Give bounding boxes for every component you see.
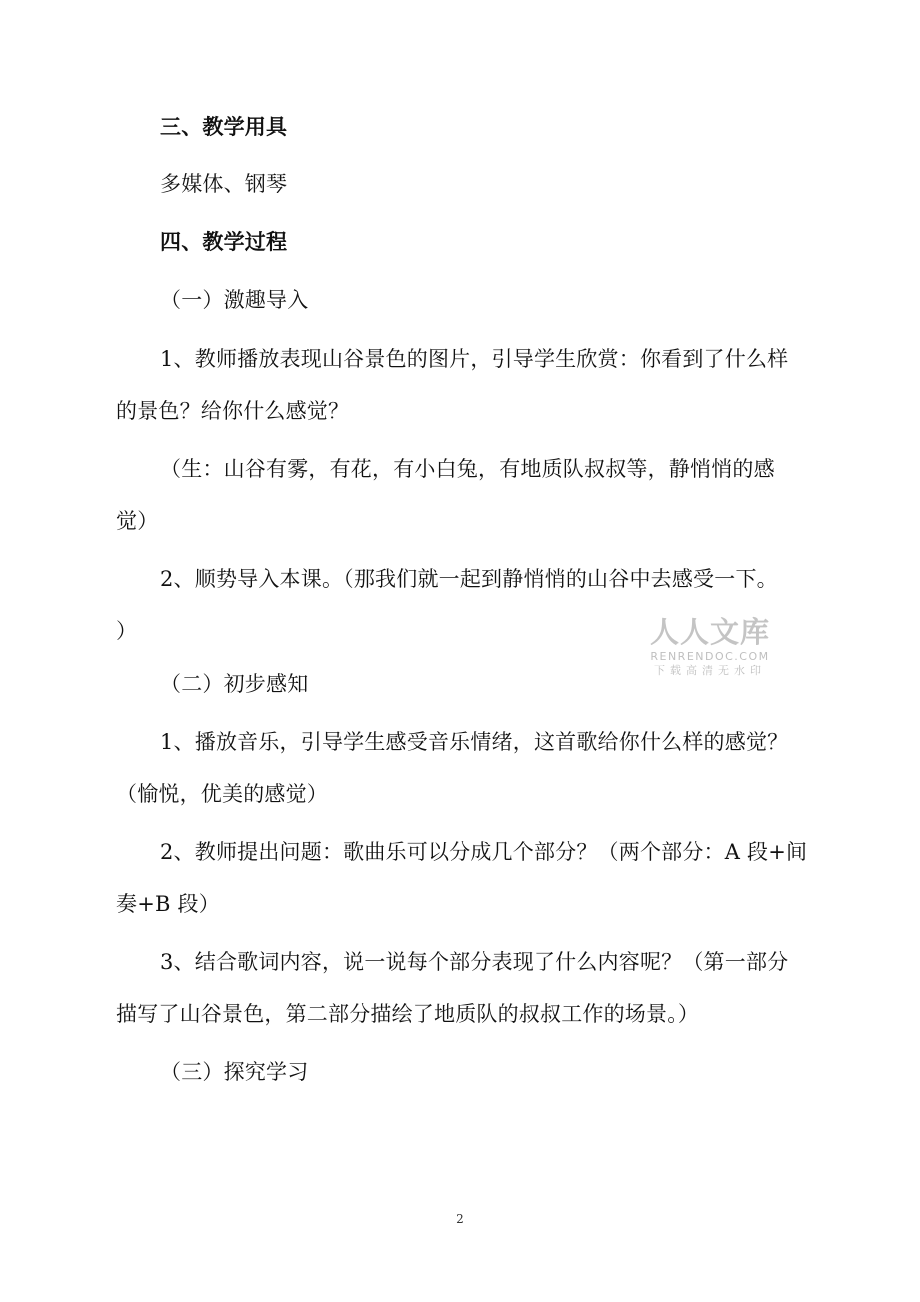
paragraph-line: 的景色？给你什么感觉？ bbox=[116, 399, 350, 423]
paragraph-line: （生：山谷有雾，有花，有小白兔，有地质队叔叔等，静悄悄的感 bbox=[160, 457, 775, 481]
paragraph-line: 奏+B 段） bbox=[116, 892, 220, 916]
section-heading-teaching-tools: 三、教学用具 bbox=[160, 114, 288, 139]
watermark-title: 人人文库 bbox=[649, 615, 770, 649]
section-heading-teaching-process: 四、教学过程 bbox=[160, 229, 288, 254]
paragraph-line: 2、顺势导入本课。（那我们就一起到静悄悄的山谷中去感受一下。 bbox=[160, 567, 778, 591]
paragraph-line: ） bbox=[116, 619, 138, 643]
watermark-logo bbox=[640, 615, 780, 677]
subheading-perception: （二）初步感知 bbox=[160, 672, 309, 696]
paragraph-line: 3、结合歌词内容，说一说每个部分表现了什么内容呢？（第一部分 bbox=[160, 950, 789, 974]
paragraph-line: 觉） bbox=[116, 509, 159, 533]
page-number: 2 bbox=[456, 1212, 464, 1226]
watermark-domain: RENRENDOC.COM bbox=[650, 650, 770, 663]
paragraph-line: 1、播放音乐，引导学生感受音乐情绪，这首歌给你什么样的感觉？ bbox=[160, 730, 789, 754]
subheading-exploration: （三）探究学习 bbox=[160, 1060, 309, 1084]
paragraph-tools: 多媒体、钢琴 bbox=[160, 172, 288, 196]
paragraph-line: 1、教师播放表现山谷景色的图片，引导学生欣赏：你看到了什么样 bbox=[160, 347, 789, 371]
watermark-subtitle: 下载高清无水印 bbox=[654, 664, 766, 677]
paragraph-line: 描写了山谷景色，第二部分描绘了地质队的叔叔工作的场景。） bbox=[116, 1002, 700, 1026]
paragraph-line: （愉悦，优美的感觉） bbox=[116, 782, 328, 806]
paragraph-line: 2、教师提出问题：歌曲乐可以分成几个部分？（两个部分：A 段+间 bbox=[160, 840, 808, 864]
subheading-intro: （一）激趣导入 bbox=[160, 288, 309, 312]
